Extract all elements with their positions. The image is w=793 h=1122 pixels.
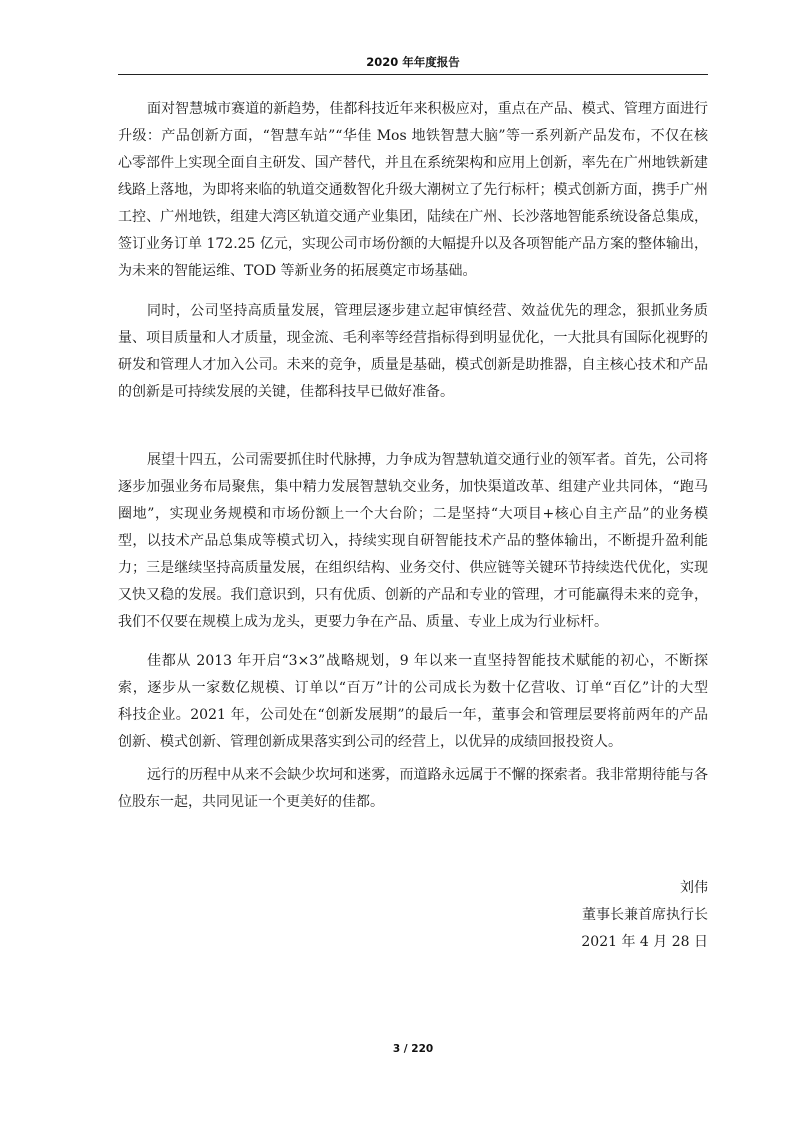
paragraph-line: 为未来的智能运维、TOD 等新业务的拓展奠定市场基础。 <box>118 263 477 279</box>
paragraph-quality-development <box>118 298 708 406</box>
paragraph-smart-city-trend <box>118 96 708 285</box>
paragraph-line: 研发和管理人才加入公司。未来的竞争，质量是基础，模式创新是助推器，自主核心技术和产品 <box>118 357 708 373</box>
paragraph-line: 线路上落地，为即将来临的轨道交通数智化升级大潮树立了先行标杆；模式创新方面，携手广州 <box>118 182 708 198</box>
signature-date: 2021 年 4 月 28 日 <box>581 934 708 950</box>
signatory-name: 刘伟 <box>680 880 708 896</box>
signature-block <box>418 875 708 956</box>
paragraph-14th-five-year-outlook <box>118 447 708 636</box>
report-header-title: 2020 年年度报告 <box>366 55 460 69</box>
paragraph-line: 我们不仅要在规模上成为龙头，更要力争在产品、质量、专业上成为行业标杆。 <box>118 614 608 630</box>
paragraph-line: 远行的历程中从来不会缺少坎坷和迷雾，而道路永远属于不懈的探索者。我非常期待能与各 <box>147 767 708 783</box>
paragraph-line: 升级：产品创新方面，“智慧车站”“华佳 Mos 地铁智慧大脑”等一系列新产品发布，不仅在核 <box>118 128 708 144</box>
header-divider <box>118 74 708 75</box>
paragraph-line: 展望十四五，公司需要抓住时代脉搏，力争成为智慧轨道交通行业的领军者。首先，公司将 <box>147 452 708 468</box>
paragraph-line: 同时，公司坚持高质量发展，管理层逐步建立起审慎经营、效益优先的理念，狠抓业务质 <box>147 303 708 319</box>
page-number: 3 / 220 <box>392 1043 434 1055</box>
paragraph-line: 科技企业。2021 年，公司处在“创新发展期”的最后一年，董事会和管理层要将前两年的产品 <box>118 707 708 723</box>
paragraph-line: 索，逐步从一家数亿规模、订单以“百万”计的公司成长为数十亿营收、订单“百亿”计的大型 <box>118 680 708 696</box>
paragraph-line: 量、项目质量和人才质量，现金流、毛利率等经营指标得到明显优化，一大批具有国际化视野的 <box>118 330 708 346</box>
paragraph-line: 心零部件上实现全面自主研发、国产替代，并且在系统架构和应用上创新，率先在广州地铁新建 <box>118 155 708 171</box>
paragraph-line: 工控、广州地铁，组建大湾区轨道交通产业集团，陆续在广州、长沙落地智能系统设备总集成， <box>118 209 708 225</box>
paragraph-line: 力；三是继续坚持高质量发展，在组织结构、业务交付、供应链等关键环节持续迭代优化，实现 <box>118 560 708 576</box>
paragraph-line: 圈地”，实现业务规模和市场份额上一个大台阶；二是坚持“大项目+核心自主产品”的业务模 <box>118 506 708 522</box>
paragraph-line: 的创新是可持续发展的关键，佳都科技早已做好准备。 <box>118 384 454 400</box>
paragraph-line: 逐步加强业务布局聚焦，集中精力发展智慧轨交业务，加快渠道改革、组建产业共同体，“跑马 <box>118 479 708 495</box>
paragraph-line: 又快又稳的发展。我们意识到，只有优质、创新的产品和专业的管理，才可能赢得未来的竞争， <box>118 587 708 603</box>
paragraph-3x3-strategy <box>118 648 708 756</box>
paragraph-line: 签订业务订单 172.25 亿元，实现公司市场份额的大幅提升以及各项智能产品方案的整体输出， <box>118 236 708 252</box>
paragraph-line: 位股东一起，共同见证一个更美好的佳都。 <box>118 794 384 810</box>
paragraph-line: 佳都从 2013 年开启“3×3”战略规划，9 年以来一直坚持智能技术赋能的初心，不断探 <box>147 653 708 669</box>
paragraph-line: 型，以技术产品总集成等模式切入，持续实现自研智能技术产品的整体输出，不断提升盈利能 <box>118 533 708 549</box>
paragraph-closing-remarks <box>118 762 708 816</box>
paragraph-line: 面对智慧城市赛道的新趋势，佳都科技近年来积极应对，重点在产品、模式、管理方面进行 <box>147 101 708 117</box>
paragraph-line: 创新、模式创新、管理创新成果落实到公司的经营上，以优异的成绩回报投资人。 <box>118 734 622 750</box>
signatory-title: 董事长兼首席执行长 <box>582 907 708 923</box>
